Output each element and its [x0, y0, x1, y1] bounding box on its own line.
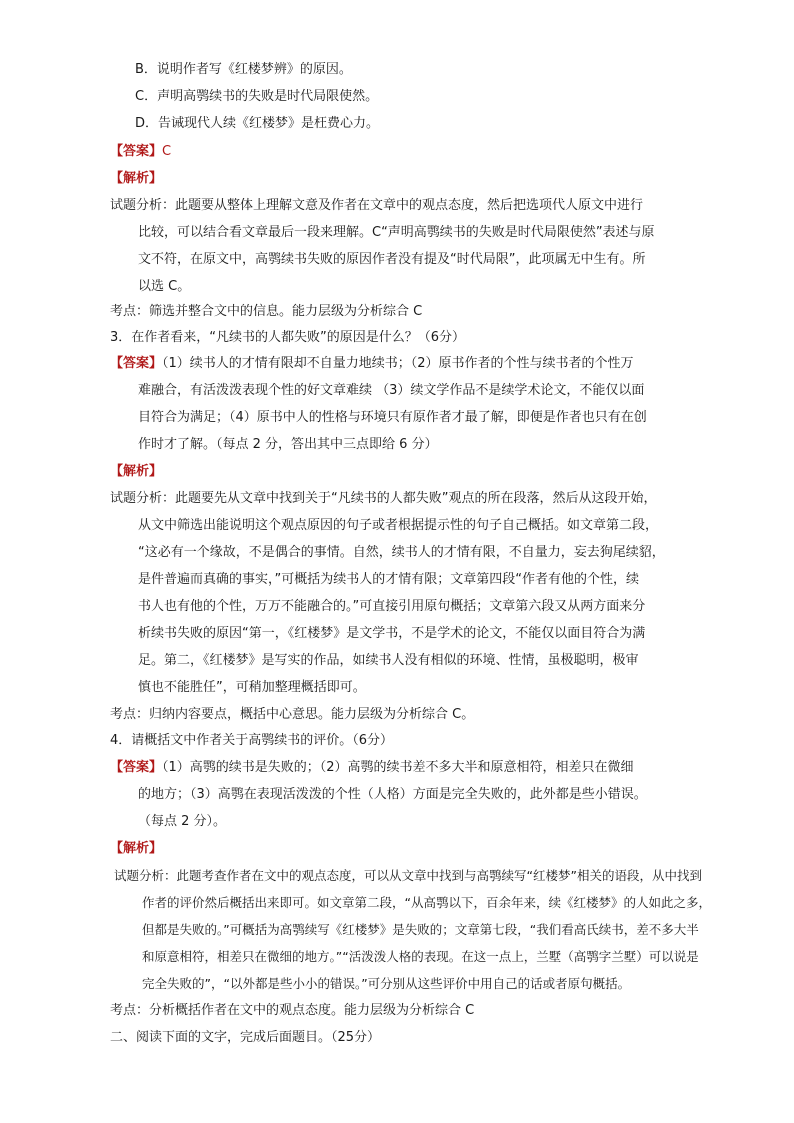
analysis-text: 慎也不能胜任”，可稍加整理概括即可。	[138, 680, 366, 695]
section-heading: 二、阅读下面的文字，完成后面题目。（25分）	[110, 1030, 381, 1045]
analysis-text: 从文中筛选出能说明这个观点原因的句子或者根据提示性的句子自己概括。如文章第二段，	[138, 518, 659, 533]
analysis-text: 但都是失败的。”可概括为高鹗续写《红楼梦》是失败的；文章第七段，“我们看高氏续书，差不多大半	[142, 922, 699, 937]
question-4: 4．请概括文中作者关于高鹗续书的评价。（6分）	[110, 733, 394, 748]
analysis-tag: 【解析】	[110, 171, 163, 186]
analysis-text: 以选 C。	[138, 279, 191, 294]
analysis-text: 作者的评价然后概括出来即可。如文章第二段，“从高鹗以下，百余年来，续《红楼梦》的人如此之多，	[142, 895, 711, 910]
analysis-tag: 【解析】	[110, 841, 163, 856]
option-b: B．说明作者写《红楼梦辨》的原因。	[135, 62, 352, 77]
kaodian-text: 考点：归纳内容要点，概括中心意思。能力层级为分析综合 C。	[110, 707, 475, 722]
kaodian-text: 考点：分析概括作者在文中的观点态度。能力层级为分析综合 C	[110, 1003, 475, 1018]
analysis-text: 书人也有他的个性，万万不能融合的。”可直接引用原句概括；文章第六段又从两方面来分	[138, 599, 646, 614]
analysis-text: “这必有一个缘故，不是偶合的事情。自然，续书人的才情有限，不自量力，妄去狗尾续貂，	[138, 545, 665, 560]
question-3: 3．在作者看来，“凡续书的人都失败”的原因是什么？（6分）	[110, 330, 466, 345]
analysis-tag: 【解析】	[110, 464, 163, 479]
answer-text: 难融合，有活泼泼表现个性的好文章难续 （3）续文学作品不是续学术论文，不能仅以面	[138, 383, 645, 398]
analysis-text: 试题分析：此题要先从文章中找到关于“凡续书的人都失败”观点的所在段落，然后从这段开始，	[110, 491, 657, 506]
answer-text: （每点 2 分）。	[138, 814, 227, 829]
answer-tag: 【答案】	[110, 144, 163, 159]
answer-text: 的地方；（3）高鹗在表现活泼泼的个性（人格）方面是完全失败的，此外都是些小错误。	[138, 787, 647, 802]
option-d: D．告诫现代人续《红楼梦》是枉费心力。	[135, 116, 380, 131]
answer-value: C	[162, 144, 172, 159]
analysis-text: 是件普遍而真确的事实，”可概括为续书人的才情有限；文章第四段“作者有他的个性，续	[138, 572, 639, 587]
analysis-text: 比较，可以结合看文章最后一段来理解。C“声明高鹗续书的失败是时代局限使然”表述与原	[138, 225, 655, 240]
answer-line: 【答案】（1）高鹗的续书是失败的；（2）高鹗的续书差不多大半和原意相符，相差只在微细	[110, 760, 634, 775]
answer-tag: 【答案】	[110, 356, 163, 371]
analysis-text: 试题分析：此题要从整体上理解文意及作者在文章中的观点态度，然后把选项代人原文中进行	[110, 198, 644, 213]
kaodian-text: 考点：筛选并整合文中的信息。能力层级为分析综合 C	[110, 304, 423, 319]
option-c: C．声明高鹗续书的失败是时代局限使然。	[135, 89, 379, 104]
answer-text: 目符合为满足；（4）原书中人的性格与环境只有原作者才最了解，即便是作者也只有在创	[138, 410, 647, 425]
analysis-text: 文不符，在原文中，高鹗续书失败的原因作者没有提及“时代局限”，此项属无中生有。所	[138, 252, 646, 267]
answer-line: 【答案】（1）续书人的才情有限却不自量力地续书；（2）原书作者的个性与续书者的个性万	[110, 356, 634, 371]
analysis-text: 析续书失败的原因“第一，《红楼梦》是文学书，不是学术的论文，不能仅以面目符合为满	[138, 626, 646, 641]
answer-tag: 【答案】	[110, 760, 163, 775]
analysis-text: 完全失败的”，“以外都是些小小的错误。”可分别从这些评价中用自己的话或者原句概括。	[142, 976, 631, 991]
analysis-text: 和原意相符，相差只在微细的地方。”“活泼泼人格的表现。在这一点上，兰墅（高鹗字兰墅）可以说是	[142, 949, 699, 964]
answer-text: 作时才了解。（每点 2 分，答出其中三点即给 6 分）	[138, 437, 438, 452]
analysis-text: 试题分析：此题考查作者在文中的观点态度，可以从文章中找到与高鹗续写“红楼梦”相关的语段，从中找到	[114, 868, 702, 883]
analysis-text: 足。第二，《红楼梦》是写实的作品，如续书人没有相似的环境、性情，虽极聪明，极审	[138, 653, 639, 668]
answer-line	[110, 143, 171, 161]
